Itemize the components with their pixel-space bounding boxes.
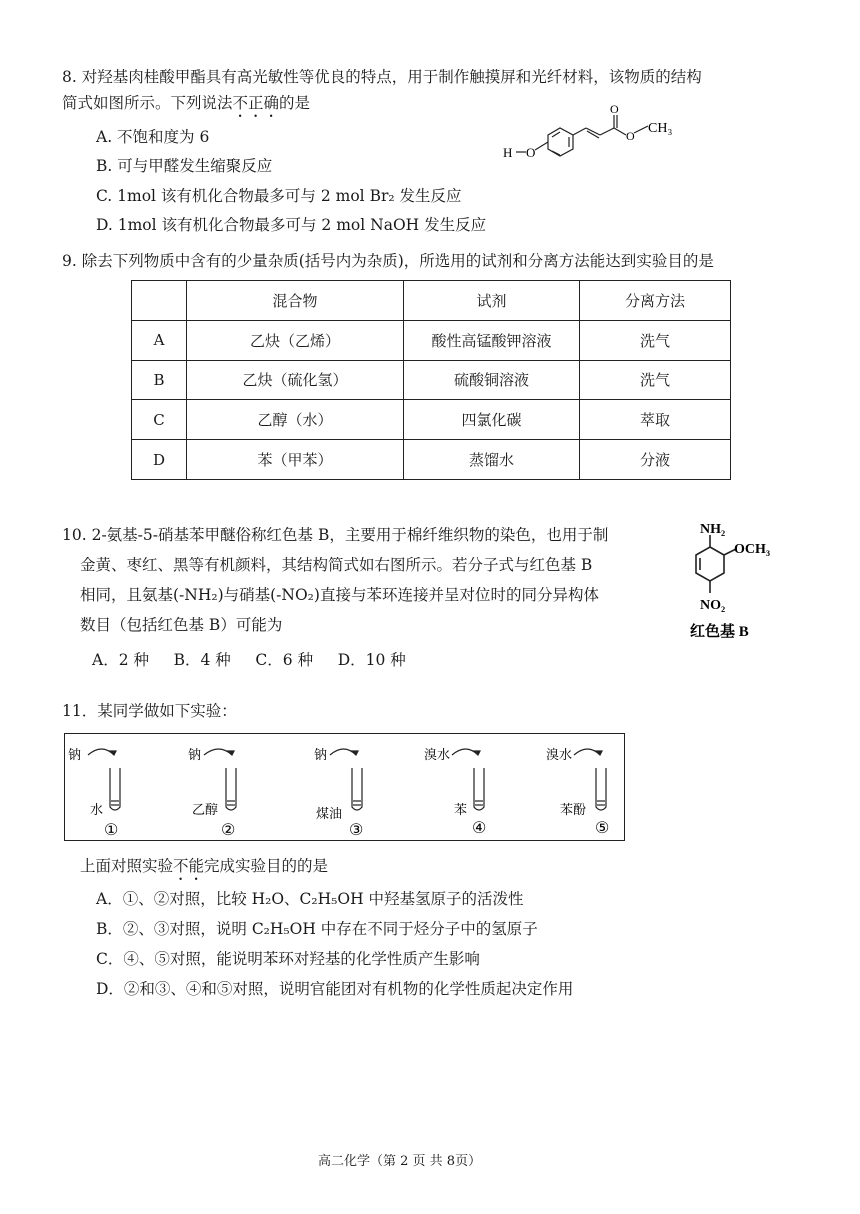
q8-struct-h: H (503, 145, 513, 160)
table-cell: 苯（甲苯） (187, 440, 404, 480)
table-header-cell: 试剂 (404, 281, 580, 321)
table-cell: 四氯化碳 (404, 400, 580, 440)
q10-line4: 数目（包括红色基 B）可能为 (80, 616, 283, 634)
q11-option-b: B．②、③对照，说明 C₂H₅OH 中存在不同于烃分子中的氢原子 (96, 920, 538, 938)
q8-stem-pre: 简式如图所示。下列说法 (62, 94, 233, 112)
q11-question-post: 完成实验目的的是 (204, 857, 329, 875)
table-header-cell (132, 281, 187, 321)
q9-table (131, 280, 731, 480)
q8-option-a: A. 不饱和度为 6 (96, 128, 210, 146)
table-cell: 乙炔（乙烯） (187, 320, 404, 360)
table-header-cell: 混合物 (187, 281, 404, 321)
q8-option-d: D. 1mol 该有机化合物最多可与 2 mol NaOH 发生反应 (96, 216, 487, 234)
q8-structure-diagram (500, 100, 710, 170)
q8-stem-line2 (62, 92, 310, 121)
table-cell: D (132, 440, 187, 480)
table-row (132, 360, 731, 400)
q10-line3: 相同，且氨基(-NH₂)与硝基(-NO₂)直接与苯环连接并呈对位时的同分异构体 (80, 586, 599, 604)
q10-structure-diagram (680, 515, 780, 645)
q8-option-b: B. 可与甲醛发生缩聚反应 (96, 157, 273, 175)
table-row (132, 320, 731, 360)
q10-struct-nh2: NH₂ (700, 522, 726, 537)
q11-question-emphasis: 不能 (173, 857, 205, 875)
q8-struct-o-top: O (610, 102, 619, 116)
q11-experiment-diagram (64, 733, 625, 841)
q8-struct-o-right: O (626, 129, 635, 143)
q11-question-pre: 上面对照实验 (80, 857, 174, 875)
table-row (132, 400, 731, 440)
q8-stem-post: 的是 (279, 94, 311, 112)
q9-stem: 9. 除去下列物质中含有的少量杂质(括号内为杂质)，所选用的试剂和分离方法能达到实验目的是 (62, 252, 714, 270)
tube2-liquid: 乙醇 (192, 803, 219, 818)
q8-stem-emphasis: 不正确 (232, 94, 280, 112)
tube5-reagent: 溴水 (546, 748, 573, 763)
table-cell: 分液 (580, 440, 731, 480)
q10-options: A．2 种 B．4 种 C．6 种 D．10 种 (92, 651, 406, 669)
q11-option-a: A．①、②对照，比较 H₂O、C₂H₅OH 中羟基氢原子的活泼性 (96, 890, 524, 908)
tube1-number: ① (104, 820, 119, 839)
table-cell: 洗气 (580, 360, 731, 400)
q11-stem: 11．某同学做如下实验： (62, 702, 237, 720)
q10-struct-och3: OCH₃ (734, 542, 771, 557)
table-row (132, 440, 731, 480)
q10-line2: 金黄、枣红、黑等有机颜料，其结构简式如右图所示。若分子式与红色基 B (80, 556, 593, 574)
table-cell: 乙炔（硫化氢） (187, 360, 404, 400)
table-cell: 蒸馏水 (404, 440, 580, 480)
tube5-liquid: 苯酚 (560, 803, 587, 818)
q11-option-c: C．④、⑤对照，能说明苯环对羟基的化学性质产生影响 (96, 950, 480, 968)
q11-question (80, 855, 328, 884)
tube1-liquid: 水 (90, 803, 104, 818)
q10-struct-caption: 红色基 B (690, 624, 749, 640)
page-footer: 高二化学（第 2 页 共 8页） (318, 1154, 482, 1169)
tube5-number: ⑤ (595, 818, 610, 837)
tube2-number: ② (221, 820, 236, 839)
table-cell: 洗气 (580, 320, 731, 360)
tube3-reagent: 钠 (314, 748, 328, 763)
q8-stem-line1: 8. 对羟基肉桂酸甲酯具有高光敏性等优良的特点，用于制作触摸屏和光纤材料，该物质的结构 (62, 68, 702, 86)
table-cell: B (132, 360, 187, 400)
table-cell: 萃取 (580, 400, 731, 440)
tube2-reagent: 钠 (188, 748, 202, 763)
table-cell: 乙醇（水） (187, 400, 404, 440)
q11-option-d: D．②和③、④和⑤对照，说明官能团对有机物的化学性质起决定作用 (96, 980, 574, 998)
q10-struct-no2: NO₂ (700, 598, 726, 613)
table-header-row (132, 281, 731, 321)
q8-option-c: C. 1mol 该有机化合物最多可与 2 mol Br₂ 发生反应 (96, 187, 462, 205)
tube4-number: ④ (472, 818, 487, 837)
table-cell: 硫酸铜溶液 (404, 360, 580, 400)
q8-struct-ch3: CH₃ (648, 121, 673, 136)
tube4-reagent: 溴水 (424, 748, 451, 763)
tube3-number: ③ (349, 820, 364, 839)
q10-line1: 10. 2-氨基-5-硝基苯甲醚俗称红色基 B，主要用于棉纤维织物的染色，也用于制 (62, 526, 609, 544)
table-cell: A (132, 320, 187, 360)
tube3-liquid: 煤油 (316, 807, 343, 822)
table-cell: 酸性高锰酸钾溶液 (404, 320, 580, 360)
table-header-cell: 分离方法 (580, 281, 731, 321)
table-cell: C (132, 400, 187, 440)
q8-struct-o-left: O (526, 145, 536, 160)
tube4-liquid: 苯 (454, 803, 468, 818)
tube1-reagent: 钠 (68, 748, 82, 763)
